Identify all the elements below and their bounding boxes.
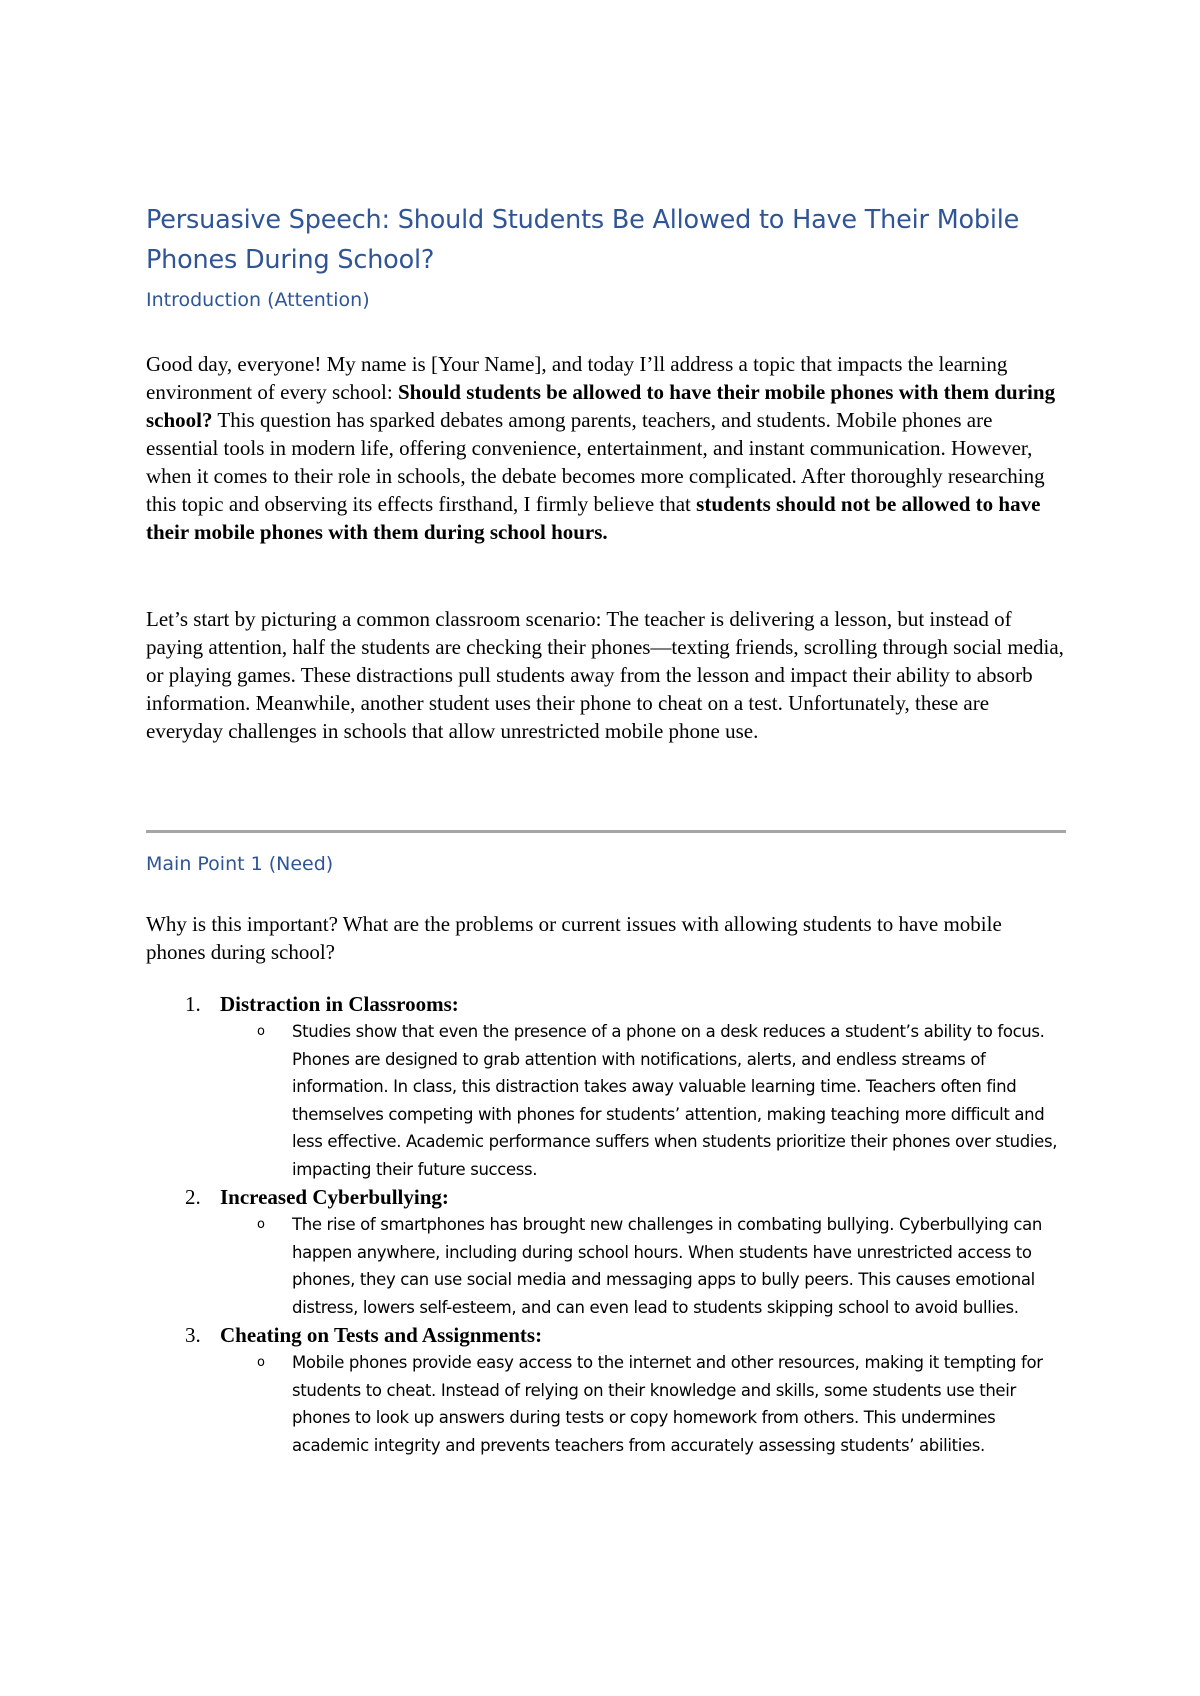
intro-p1-thesis: students should not be allowed to have their mobile phones with them during school hours. — [146, 492, 1041, 544]
point-detail — [146, 1349, 1066, 1459]
circle-bullet-icon: o — [257, 1355, 265, 1370]
intro-p1-question: Should students be allowed to have their mobile phones with them during school? — [146, 380, 1056, 432]
point-detail-text: The rise of smartphones has brought new challenges in combating bullying. Cyberbullying can happen anywhere, including during school hours. When students have unrestricted access to phones, they can use social media and messaging apps to bully peers. This causes emotional distress, lowers self-esteem, and can even lead to students skipping school to avoid bullies. — [292, 1215, 1043, 1317]
point-detail — [146, 1018, 1066, 1183]
title-line-2: Phones During School? — [146, 245, 435, 275]
point-number: 3. — [185, 1323, 201, 1347]
point-heading — [146, 1321, 1066, 1349]
intro-paragraph-2: Let’s start by picturing a common classroom scenario: The teacher is delivering a lesson, but instead of paying attention, half the students are checking their phones—texting friends, scrolling through social media, or playing games. These distractions pull students away from the lesson and impact their ability to absorb information. Meanwhile, another student uses their phone to cheat on a test. Unfortunately, these are everyday challenges in schools that allow unrestricted mobile phone use. — [146, 607, 1064, 743]
intro-p1-text-a: Good day, everyone! My name is [Your Name], and today I’ll address a topic that impacts the learning environment of every school: — [146, 352, 1008, 404]
point-number: 2. — [185, 1185, 201, 1209]
main-point-1-list — [146, 990, 1066, 1459]
main-point-1-heading: Main Point 1 (Need) — [146, 853, 334, 875]
point-title: Distraction in Classrooms: — [220, 992, 459, 1016]
intro-p1-text-c: This question has sparked debates among parents, teachers, and students. Mobile phones are essential tools in modern life, offering convenience, entertainment, and instant communication. However, when it comes to their role in schools, the debate becomes more complicated. After thoroughly researching this topic and observing its effects firsthand, I firmly believe that — [146, 408, 1045, 516]
document-content — [146, 200, 1066, 1455]
point-detail-text: Studies show that even the presence of a phone on a desk reduces a student’s ability to focus. Phones are designed to grab attention with notifications, alerts, and endless streams of information. In class, this distraction takes away valuable learning time. Teachers often find themselves competing with phones for students’ attention, making teaching more difficult and less effective. Academic performance suffers when students prioritize their phones over studies, impacting their future success. — [292, 1022, 1058, 1179]
point-heading — [146, 1183, 1066, 1211]
circle-bullet-icon: o — [257, 1217, 265, 1232]
title-line-1: Persuasive Speech: Should Students Be Allowed to Have Their Mobile — [146, 205, 1020, 235]
list-item — [146, 990, 1066, 1183]
point-number: 1. — [185, 992, 201, 1016]
document-title — [146, 200, 1066, 280]
point-heading — [146, 990, 1066, 1018]
section-divider — [146, 830, 1066, 833]
circle-bullet-icon: o — [257, 1024, 265, 1039]
point-detail-text: Mobile phones provide easy access to the internet and other resources, making it tempting for students to cheat. Instead of relying on their knowledge and skills, some students use their phones to look up answers during tests or copy homework from others. This undermines academic integrity and prevents teachers from accurately assessing students’ abilities. — [292, 1353, 1043, 1455]
point-title: Cheating on Tests and Assignments: — [220, 1323, 543, 1347]
intro-heading: Introduction (Attention) — [146, 289, 370, 311]
main-point-1-intro: Why is this important? What are the problems or current issues with allowing students to have mobile phones during school? — [146, 912, 1002, 964]
point-detail — [146, 1211, 1066, 1321]
list-item — [146, 1321, 1066, 1459]
intro-paragraph-1 — [146, 350, 1066, 546]
list-item — [146, 1183, 1066, 1321]
point-title: Increased Cyberbullying: — [220, 1185, 449, 1209]
